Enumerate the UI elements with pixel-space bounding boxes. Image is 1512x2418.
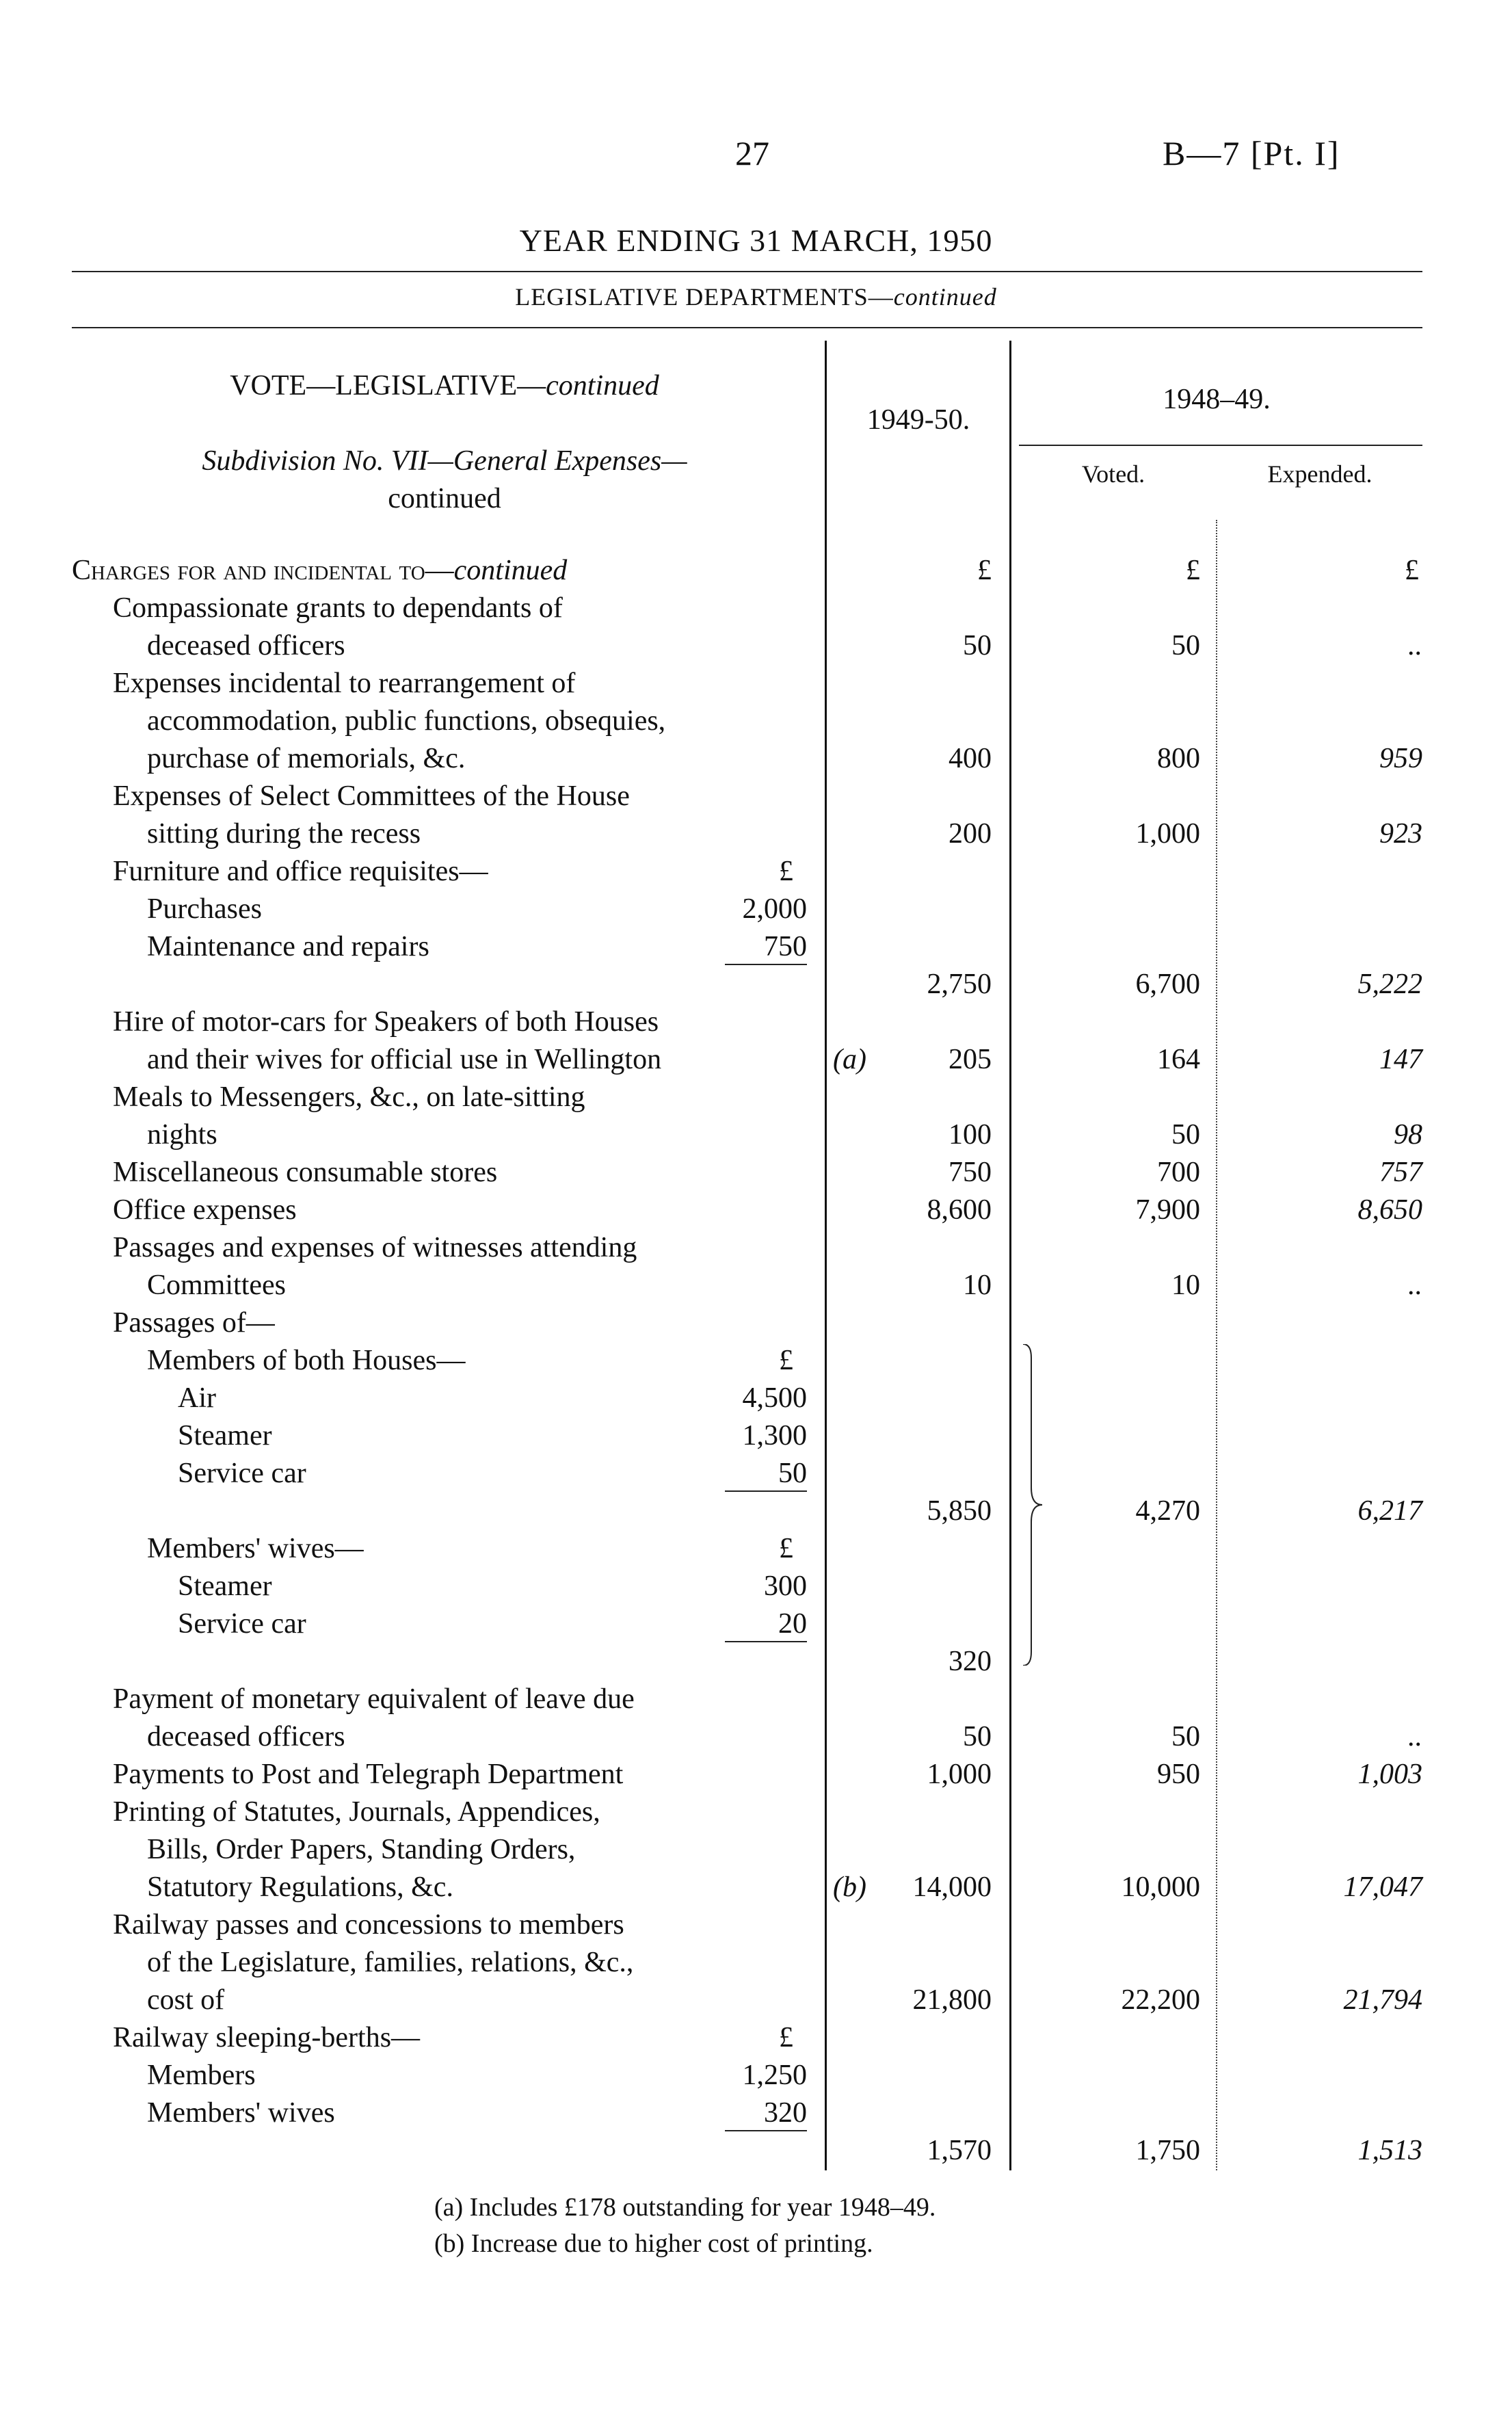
section-title-continued: continued (893, 283, 997, 311)
table-row-label: Members (147, 2060, 256, 2091)
section-title-text: LEGISLATIVE DEPARTMENTS— (515, 283, 894, 311)
table-row-label: of the Legislature, families, relations, &c., (147, 1947, 634, 1978)
table-row-label: Payments to Post and Telegraph Department (113, 1759, 624, 1790)
header-1948-rule (1019, 445, 1422, 446)
value-expended: 5,222 (1357, 969, 1422, 1000)
table-row-label: Compassionate grants to dependants of (113, 592, 563, 624)
table-row-label: Bills, Order Papers, Standing Orders, (147, 1834, 576, 1865)
sub-pound-symbol: £ (779, 2022, 793, 2053)
value-expended: 8,650 (1357, 1194, 1422, 1226)
sub-pound-symbol: £ (779, 1345, 793, 1376)
table-row-label: Printing of Statutes, Journals, Appendices, (113, 1796, 600, 1828)
subtotal-rule (725, 1641, 807, 1642)
value-1949-50: 750 (949, 1157, 992, 1188)
pound-symbol: £ (977, 555, 992, 586)
vote-heading-continued: continued (546, 370, 659, 402)
pound-symbol: £ (1405, 555, 1419, 586)
sub-pound-symbol: £ (779, 856, 793, 887)
value-voted: 1,750 (1135, 2135, 1200, 2166)
value-expended: 147 (1379, 1044, 1422, 1075)
table-row-label: sitting during the recess (147, 818, 421, 850)
table-row-label: Miscellaneous consumable stores (113, 1157, 498, 1188)
table-row-label: Furniture and office requisites— (113, 856, 488, 887)
subtotal-value: 300 (764, 1571, 807, 1602)
header-expended: Expended. (1267, 460, 1372, 488)
page-title: YEAR ENDING 31 MARCH, 1950 (519, 223, 993, 258)
subtotal-value: 2,000 (742, 893, 807, 925)
table-row-label: Expenses of Select Committees of the House (113, 780, 630, 812)
value-1949-50: 100 (949, 1119, 992, 1151)
table-row-label: accommodation, public functions, obsequies, (147, 705, 666, 737)
value-1949-50: 1,570 (927, 2135, 992, 2166)
table-row-label: Steamer (178, 1420, 272, 1451)
table-row-label: Steamer (178, 1571, 272, 1602)
title-rule (72, 271, 1422, 272)
table-row-label: Railway sleeping-berths— (113, 2022, 421, 2053)
subtotal-value: 50 (778, 1458, 807, 1489)
value-expended: 923 (1379, 818, 1422, 850)
table-row-label: Maintenance and repairs (147, 931, 429, 962)
value-1949-50: 200 (949, 818, 992, 850)
value-voted: 10 (1171, 1270, 1200, 1301)
value-1949-50: 50 (963, 630, 992, 661)
table-row-label: deceased officers (147, 1721, 345, 1752)
subtotal-rule (725, 1490, 807, 1492)
table-row-label: Service car (178, 1458, 306, 1489)
table-row-label: Committees (147, 1270, 286, 1301)
table-row-label: Members of both Houses— (147, 1345, 466, 1376)
value-1949-50: 10 (963, 1270, 992, 1301)
value-expended: .. (1408, 1270, 1422, 1301)
value-1949-50: 2,750 (927, 969, 992, 1000)
table-row-label: Purchases (147, 893, 262, 925)
subtotal-value: 1,250 (742, 2060, 807, 2091)
passages-brace-icon (1019, 1344, 1046, 1666)
table-row-label: Members' wives (147, 2097, 335, 2129)
value-1949-50: 21,800 (912, 1984, 992, 2016)
subdivision-continued: continued (388, 483, 501, 514)
subtotal-value: 750 (764, 931, 807, 962)
value-expended: .. (1408, 630, 1422, 661)
table-row-label: purchase of memorials, &c. (147, 743, 466, 774)
table-row-label: deceased officers (147, 630, 345, 661)
value-voted: 1,000 (1135, 818, 1200, 850)
subtotal-value: 4,500 (742, 1382, 807, 1414)
header-1949-50: 1949-50. (866, 404, 970, 436)
page-reference: B—7 [Pt. I] (1163, 134, 1340, 172)
table-row-label: and their wives for official use in Wellington (147, 1044, 662, 1075)
value-1949-50: 400 (949, 743, 992, 774)
subtotal-value: 320 (764, 2097, 807, 2129)
table-row-label: Air (178, 1382, 216, 1414)
value-1949-50: 1,000 (927, 1759, 992, 1790)
value-voted: 950 (1157, 1759, 1200, 1790)
value-expended: 98 (1394, 1119, 1422, 1151)
table-row-label: Service car (178, 1608, 306, 1640)
value-expended: 17,047 (1343, 1871, 1422, 1903)
header-voted: Voted. (1081, 460, 1145, 488)
table-row-label: Office expenses (113, 1194, 297, 1226)
table-row-label: Payment of monetary equivalent of leave due (113, 1683, 635, 1715)
value-1949-50: 320 (949, 1646, 992, 1677)
value-voted: 50 (1171, 630, 1200, 661)
subdivision-heading: Subdivision No. VII—General Expenses— (202, 445, 687, 477)
vote-heading (72, 369, 817, 402)
table-row-label: nights (147, 1119, 217, 1151)
value-expended: 1,003 (1357, 1759, 1422, 1790)
vote-heading-text: VOTE—LEGISLATIVE— (230, 370, 546, 402)
pound-symbol: £ (1186, 555, 1200, 586)
value-expended: 1,513 (1357, 2135, 1422, 2166)
section-rule (72, 327, 1422, 328)
value-voted: 800 (1157, 743, 1200, 774)
value-voted: 4,270 (1135, 1495, 1200, 1527)
page-number: 27 (735, 134, 769, 172)
value-voted: 50 (1171, 1119, 1200, 1151)
value-voted: 7,900 (1135, 1194, 1200, 1226)
value-1949-50: 8,600 (927, 1194, 992, 1226)
table-row-label: Statutory Regulations, &c. (147, 1871, 453, 1903)
section-title (0, 282, 1512, 311)
table-row-label: Members' wives— (147, 1533, 364, 1564)
subtotal-value: 20 (778, 1608, 807, 1640)
footnote-a: (a) Includes £178 outstanding for year 1948–49. (434, 2193, 936, 2222)
sub-pound-symbol: £ (779, 1533, 793, 1564)
footnote-b: (b) Increase due to higher cost of printing. (434, 2229, 873, 2258)
value-voted: 50 (1171, 1721, 1200, 1752)
column-rule-middle (1009, 341, 1011, 2170)
charges-heading (72, 554, 567, 587)
footnote-marker: (b) (833, 1871, 866, 1903)
value-voted: 6,700 (1135, 969, 1200, 1000)
subtotal-rule (725, 964, 807, 965)
value-1949-50: 50 (963, 1721, 992, 1752)
value-voted: 22,200 (1121, 1984, 1200, 2016)
table-row-label: cost of (147, 1984, 225, 2016)
charges-heading-text: Charges for and incidental to— (72, 555, 454, 586)
value-voted: 10,000 (1121, 1871, 1200, 1903)
table-row-label: Expenses incidental to rearrangement of (113, 668, 576, 699)
value-expended: 959 (1379, 743, 1422, 774)
subtotal-rule (725, 2130, 807, 2131)
value-expended: 757 (1379, 1157, 1422, 1188)
subtotal-value: 1,300 (742, 1420, 807, 1451)
value-voted: 700 (1157, 1157, 1200, 1188)
column-rule-dotted (1216, 520, 1217, 2170)
value-expended: 21,794 (1343, 1984, 1422, 2016)
value-expended: 6,217 (1357, 1495, 1422, 1527)
charges-heading-continued: continued (453, 555, 568, 586)
table-row-label: Railway passes and concessions to members (113, 1909, 624, 1941)
header-1948-49: 1948–49. (1163, 384, 1271, 415)
table-row-label: Passages and expenses of witnesses attending (113, 1232, 637, 1263)
value-1949-50: 205 (949, 1044, 992, 1075)
table-row-label: Meals to Messengers, &c., on late-sitting (113, 1081, 585, 1113)
value-expended: .. (1408, 1721, 1422, 1752)
table-row-label: Passages of— (113, 1307, 275, 1339)
footnote-marker: (a) (833, 1044, 866, 1075)
value-1949-50: 14,000 (912, 1871, 992, 1903)
column-rule-left (825, 341, 827, 2170)
value-1949-50: 5,850 (927, 1495, 992, 1527)
table-row-label: Hire of motor-cars for Speakers of both Houses (113, 1006, 659, 1038)
value-voted: 164 (1157, 1044, 1200, 1075)
